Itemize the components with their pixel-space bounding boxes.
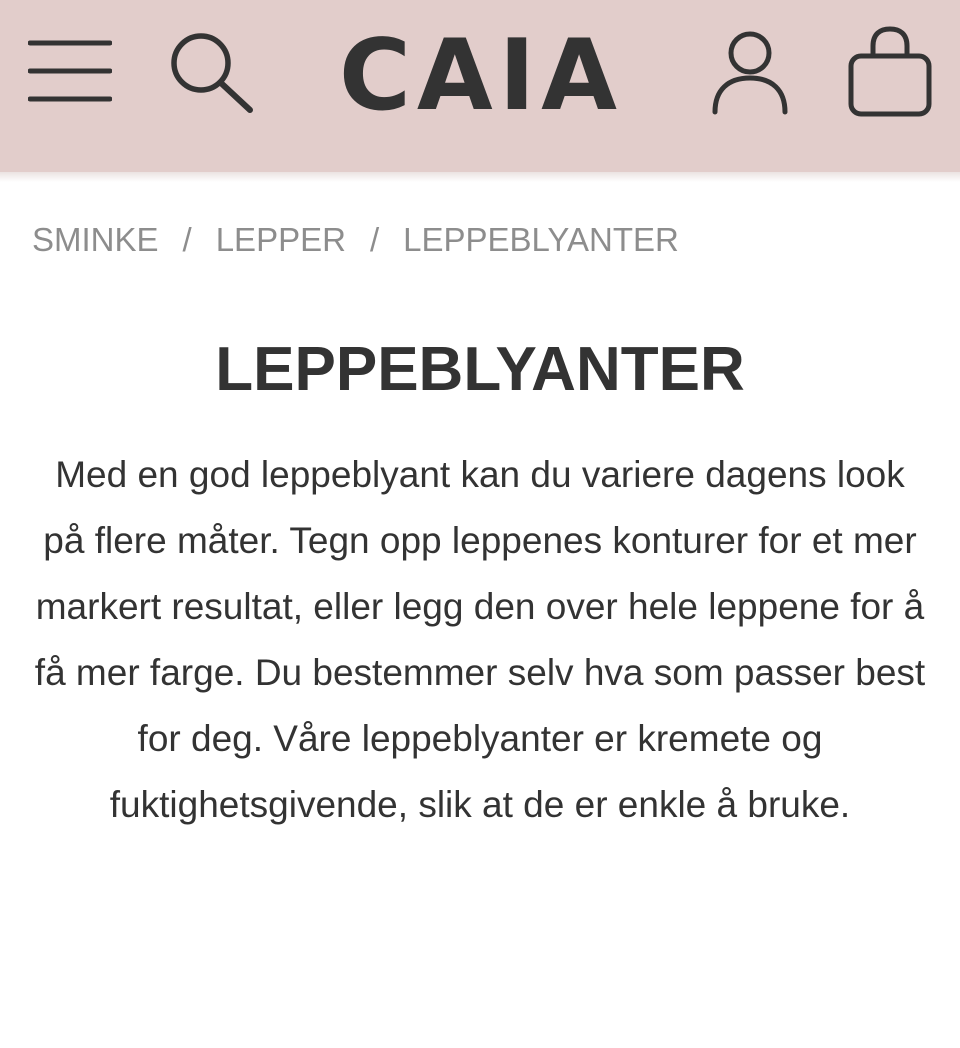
menu-icon (28, 38, 112, 106)
account-button[interactable] (710, 30, 790, 116)
menu-button[interactable] (28, 38, 112, 106)
shopping-bag-icon (846, 26, 934, 120)
header-shadow (0, 172, 960, 182)
breadcrumb-item-leppeblyanter[interactable]: LEPPEBLYANTER (403, 221, 679, 258)
breadcrumb-separator: / (369, 221, 380, 258)
search-icon (168, 30, 256, 116)
breadcrumb (32, 218, 679, 262)
cart-button[interactable] (846, 26, 934, 120)
search-button[interactable] (168, 30, 256, 116)
breadcrumb-separator: / (182, 221, 192, 258)
site-logo[interactable]: CAIA (338, 19, 624, 133)
user-icon (710, 30, 790, 116)
breadcrumb-item-sminke[interactable]: SMINKE (32, 221, 159, 258)
page-title: LEPPEBLYANTER (215, 335, 745, 404)
site-header (0, 0, 960, 172)
breadcrumb-item-lepper[interactable]: LEPPER (215, 221, 346, 258)
category-description: Med en god leppeblyant kan du variere dagens look på flere måter. Tegn opp leppenes konturer for et mer markert resultat, eller legg den over hele leppene for å få mer farge. Du bestemmer selv hva som passer best for deg. Våre leppeblyanter er kremete og fuktighetsgivende, slik at de er enkle å bruke. (34, 454, 926, 825)
